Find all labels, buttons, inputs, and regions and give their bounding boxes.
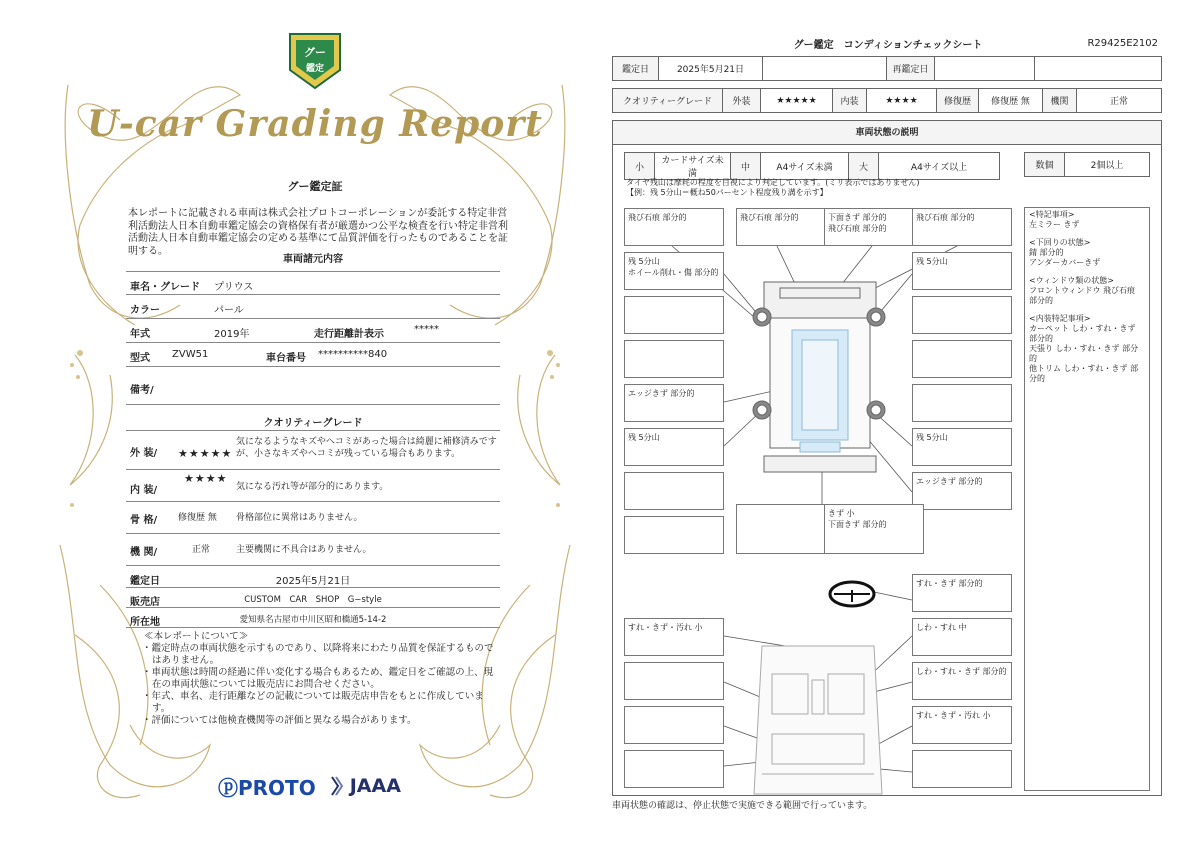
report-script-title: U-car Grading Report [87, 103, 543, 145]
empty-box [624, 472, 724, 510]
proto-logo: ⓟPROTO [218, 775, 316, 800]
grade-label: 外 装/ [130, 448, 158, 459]
tire-note-line: 【例：残 5分山＝概ね50パーセント程度残り溝を示す】 [626, 188, 828, 197]
condition-check-sheet [612, 34, 1164, 814]
svg-text:鑑定: 鑑定 [305, 64, 325, 74]
note-heading: <ウィンドウ類の状態> [1029, 276, 1114, 285]
tire-box: 残 5分山 ホイール削れ・傷 部分的 [624, 252, 724, 290]
spec-row-name [126, 271, 500, 295]
size-small-desc: カードサイズ未満 [655, 153, 731, 180]
info-value: 2025年5月21日 [275, 576, 351, 587]
spec-value: 2019年 [214, 329, 250, 340]
about-report [140, 631, 500, 727]
info-value: CUSTOM CAR SHOP G−style [244, 595, 382, 605]
spec-row-color [126, 295, 500, 319]
goo-kantei-badge [286, 30, 344, 92]
size-mid: 中 [731, 153, 761, 180]
damage-box: 飛び石痕 部分的 [912, 208, 1012, 246]
grade-row-frame [126, 502, 500, 534]
certificate-title: グー鑑定証 [287, 180, 343, 193]
qg-label: クオリティーグレード [613, 89, 723, 113]
note-text: 錆 部分的 アンダーカバーきず [1029, 248, 1101, 267]
tire-note-line: タイヤ残山は摩耗の程度を目視により判定しています。(ミリ表示ではありません) [626, 178, 920, 187]
about-heading: ≪本レポートについて≫ [144, 631, 249, 642]
empty-box [912, 296, 1012, 334]
interior-box: すれ・きず・汚れ 小 [912, 706, 1012, 744]
empty-box [624, 662, 724, 700]
sheet-footer: 車両状態の確認は、停止状態で実施できる範囲で行っています。 [612, 801, 873, 811]
info-row-shop [126, 588, 500, 608]
empty-box [624, 706, 724, 744]
note-text: カーペット しわ・すれ・きず 部分的 天張り しわ・すれ・きず 部分的 他トリム しわ・すれ・きず 部分的 [1029, 324, 1139, 383]
info-row-date [126, 566, 500, 588]
spec-row-year [126, 319, 500, 343]
note-block [1029, 314, 1145, 384]
grade-row-exterior [126, 430, 500, 470]
interior-box: すれ・きず 部分的 [912, 574, 1012, 612]
info-row-address [126, 608, 500, 628]
grade-row-engine [126, 534, 500, 566]
about-item: ・車両状態は時間の経過に伴い変化する場合もあるため、鑑定日をご確認の上、現在の車両状態については販売店にお問合せください。 [142, 667, 494, 690]
quality-heading: クオリティーグレード [263, 418, 363, 429]
int-label: 内装 [833, 89, 867, 113]
info-label: 鑑定日 [130, 576, 160, 587]
grading-report-page [40, 25, 590, 825]
grade-value: 修復歴 無 [178, 513, 217, 523]
footer-logos [218, 772, 401, 800]
spec-value: プリウス [214, 282, 254, 293]
note-block [1029, 210, 1145, 230]
about-item: ・年式、車名、走行距離などの記載については販売店申告をもとに作成しています。 [142, 691, 484, 714]
info-label: 販売店 [130, 597, 160, 608]
grade-desc: 気になるようなキズやヘコミがあった場合は綺麗に補修済みですが、小さなキズやヘコミが残っている場合もあります。 [236, 437, 497, 459]
grade-row-interior [126, 470, 500, 502]
engine-value: 正常 [1077, 89, 1162, 113]
empty-box [624, 750, 724, 788]
empty-box [912, 340, 1012, 378]
spec-value: パール [214, 305, 244, 316]
size-small: 小 [625, 153, 655, 180]
jaaa-logo: JAAA [330, 775, 401, 797]
note-block [1029, 238, 1145, 268]
steering-wheel-icon [830, 582, 874, 606]
empty-box [912, 750, 1012, 788]
redate-label: 再鑑定日 [887, 57, 935, 81]
spec-label: 車名・グレード [130, 282, 200, 293]
info-label: 所在地 [130, 617, 160, 628]
size-large: 大 [849, 153, 879, 180]
damage-box: きず 小 下面きず 部分的 [824, 504, 924, 554]
tire-box: 残 5分山 [624, 428, 724, 466]
note-block [1029, 276, 1145, 306]
ext-stars: ★★★★★ [761, 89, 833, 113]
spec-row-model [126, 343, 500, 367]
empty-box [624, 516, 724, 554]
svg-text:グー: グー [304, 46, 326, 59]
spec-label: カラー [130, 305, 160, 316]
grade-desc: 気になる汚れ等が部分的にあります。 [236, 482, 389, 492]
size-large-desc: A4サイズ以上 [879, 153, 1000, 180]
sheet-title: グー鑑定 コンディションチェックシート [793, 40, 983, 51]
spec-label: 型式 [130, 353, 150, 364]
grade-label: 内 装/ [130, 485, 158, 496]
empty-box [736, 504, 836, 554]
interior-box: すれ・きず・汚れ 小 [624, 618, 724, 656]
spec-label: 備考/ [130, 385, 154, 396]
grade-label: 骨 格/ [130, 515, 158, 526]
note-text: 左ミラー きず [1029, 220, 1080, 229]
grade-label: 機 関/ [130, 547, 158, 558]
size-count: 数個 [1025, 153, 1065, 177]
repair-label: 修復歴 [937, 89, 979, 113]
empty-box [624, 340, 724, 378]
spec-row-remarks [126, 367, 500, 405]
spec-value: **********840 [318, 349, 388, 360]
engine-label: 機関 [1043, 89, 1077, 113]
spec-value: ***** [414, 324, 439, 335]
date-value: 2025年5月21日 [659, 57, 763, 81]
repair-value: 修復歴 無 [979, 89, 1043, 113]
spec-value: ZVW51 [172, 349, 209, 360]
tire-box: 残 5分山 [912, 428, 1012, 466]
note-heading: <特記事項> [1029, 210, 1075, 219]
jaaa-mark-icon [330, 775, 346, 797]
interior-box: しわ・すれ 中 [912, 618, 1012, 656]
note-heading: <下回りの状態> [1029, 238, 1091, 247]
certificate-intro: 本レポートに記載される車両は株式会社プロトコーポレーションが委託する特定非営利活動法人日本自動車鑑定協会の資格保有者が厳選かつ公平な検査を行い特定非営利活動法人日本自動車鑑定協会の定める基準にて品質評価を行ったものであることを証明する。 [128, 208, 508, 257]
proto-mark-icon: ⓟ [218, 775, 238, 800]
about-item: ・評価については他検査機関等の評価と異なる場合があります。 [142, 715, 417, 726]
spec-label: 走行距離計表示 [314, 329, 384, 340]
car-interior-view [754, 646, 882, 794]
spec-label: 年式 [130, 329, 150, 340]
damage-box: 飛び石痕 部分的 [736, 208, 836, 246]
damage-box: 飛び石痕 部分的 [624, 208, 724, 246]
damage-box: 下面きず 部分的 飛び石痕 部分的 [824, 208, 924, 246]
exterior-stars: ★★★★★ [178, 447, 233, 460]
grade-desc: 骨格部位に異常はありません。 [236, 513, 363, 523]
note-text: フロントウィンドウ 飛び石痕 部分的 [1029, 286, 1136, 305]
grade-desc: 主要機関に不具合はありません。 [236, 545, 372, 555]
damage-box: エッジきず 部分的 [624, 384, 724, 422]
special-notes [1024, 207, 1150, 791]
note-heading: <内装特記事項> [1029, 314, 1091, 323]
info-value: 愛知県名古屋市中川区昭和橋通5-14-2 [239, 615, 387, 625]
interior-box: しわ・すれ・きず 部分的 [912, 662, 1012, 700]
car-top-view [753, 282, 885, 472]
state-heading: 車両状態の説明 [613, 121, 1161, 145]
empty-box [912, 384, 1012, 422]
ext-label: 外装 [723, 89, 761, 113]
size-mid-desc: A4サイズ未満 [761, 153, 849, 180]
date-label: 鑑定日 [613, 57, 659, 81]
spec-label: 車台番号 [266, 353, 306, 364]
about-item: ・鑑定時点の車両状態を示すものであり、以降将来にわたり品質を保証するものではありません。 [142, 643, 494, 666]
interior-stars: ★★★★ [184, 472, 228, 485]
damage-box: エッジきず 部分的 [912, 472, 1012, 510]
size-count-desc: 2個以上 [1065, 153, 1150, 177]
grade-value: 正常 [192, 545, 211, 555]
int-stars: ★★★★ [867, 89, 937, 113]
tire-box: 残 5分山 [912, 252, 1012, 290]
document-id: R29425E2102 [1087, 38, 1158, 49]
empty-box [624, 296, 724, 334]
specs-heading: 車両諸元内容 [283, 254, 343, 265]
